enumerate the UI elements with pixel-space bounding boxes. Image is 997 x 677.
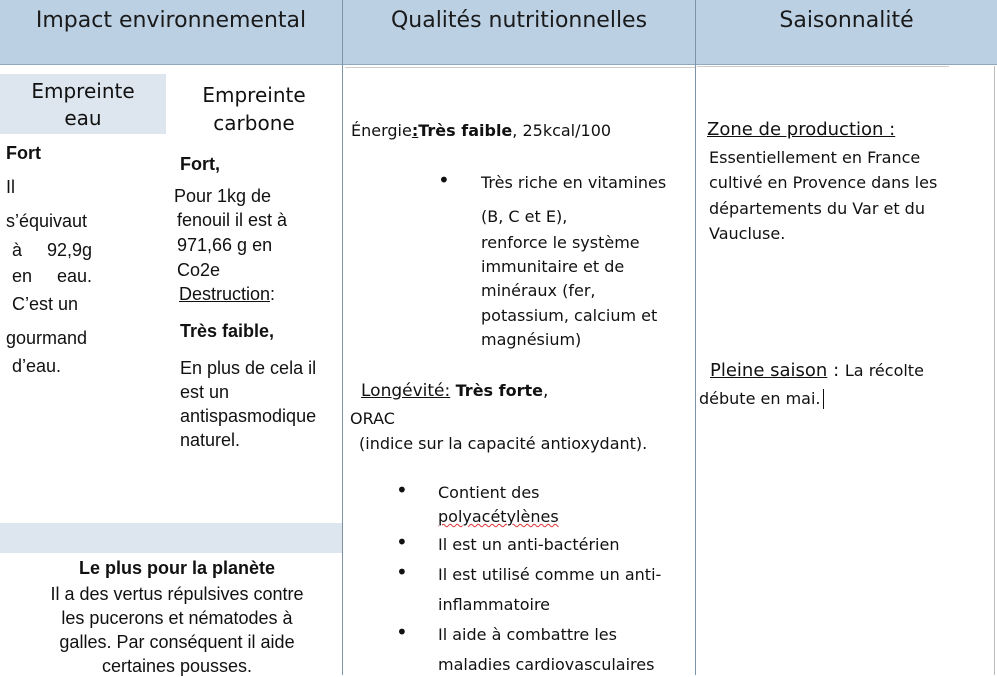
- antibacterien-line-1: Il est un anti-bactérien: [438, 535, 620, 554]
- eau-line-4: en eau.: [12, 266, 93, 286]
- eau-line-1: Il: [6, 177, 15, 197]
- cardiovasculaires-line-1: Il aide à combattre les: [438, 625, 617, 644]
- bullet-vitamines: •: [438, 168, 450, 192]
- planete-line-4: certaines pousses.: [101, 656, 253, 676]
- destruction-level: Très faible,: [180, 321, 275, 341]
- longevite-label: Longévité:: [361, 381, 451, 401]
- energie-kcal: , 25kcal/100: [512, 121, 612, 140]
- antiinflammatoire-line-1: Il est utilisé comme un anti-: [438, 565, 662, 584]
- pleine-line: [710, 360, 924, 381]
- header-nutrition-title: Qualités nutritionnelles: [390, 8, 648, 33]
- subheader-carbone: [166, 74, 342, 135]
- bullet-antiinflammatoire: •: [396, 560, 408, 584]
- energie-label: Énergie: [351, 121, 412, 140]
- subheader-carbone-line2: carbone: [213, 111, 295, 135]
- destruction-line-3: antispasmodique: [180, 406, 317, 426]
- header-saison-title: Saisonnalité: [779, 8, 914, 33]
- planete-band: [0, 523, 342, 553]
- subheader-carbone-line1: Empreinte: [202, 83, 306, 107]
- energie-value: Très faible: [418, 121, 513, 140]
- planete-line-2: les pucerons et nématodes à: [61, 608, 293, 628]
- carbone-level: Fort,: [180, 154, 220, 174]
- planete-line-1: Il a des vertus répulsives contre: [50, 584, 304, 604]
- planete-title: Le plus pour la planète: [78, 558, 276, 578]
- zone-label: Zone de production :: [707, 119, 896, 140]
- zone-line-4: Vaucluse.: [709, 224, 786, 243]
- pleine-colon: :: [833, 360, 840, 381]
- orac-desc: (indice sur la capacité antioxydant).: [359, 434, 648, 453]
- row-top-line: [345, 67, 695, 68]
- bullet-polyacetylenes: •: [396, 478, 408, 502]
- bullet-antibacterien: •: [396, 530, 408, 554]
- vitamines-line-4: minéraux (fer,: [481, 281, 596, 300]
- divider-right: [994, 66, 995, 675]
- vitamines-line-1: (B, C et E),: [481, 207, 568, 226]
- orac-label: ORAC: [350, 409, 395, 428]
- vitamines-line-6: magnésium): [481, 330, 582, 349]
- polyacetylenes-line-1: Contient des: [438, 483, 540, 502]
- divider-col-2: [695, 0, 696, 675]
- energie-line: [351, 121, 611, 140]
- eau-line-2: s’équivaut: [6, 211, 88, 231]
- longevite-comma: ,: [542, 381, 549, 401]
- header-nutrition: [343, 0, 695, 65]
- zone-line-3: départements du Var et du: [709, 199, 925, 218]
- header-impact-title: Impact environnemental: [35, 8, 307, 33]
- destruction-colon: :: [270, 284, 276, 304]
- cardiovasculaires-line-2: maladies cardiovasculaires: [438, 655, 655, 674]
- eau-level: Fort: [6, 143, 41, 163]
- header-saison: [696, 0, 997, 65]
- carbone-line-4: Co2e: [177, 260, 221, 280]
- vitamines-text: Très riche en vitamines: [481, 173, 667, 192]
- destruction-line-2: est un: [180, 382, 230, 402]
- vitamines-line-2: renforce le système: [481, 233, 640, 252]
- zone-line-1: Essentiellement en France: [709, 148, 921, 167]
- polyacetylenes-line-2: polyacétylènes: [438, 507, 559, 526]
- eau-line-5: C’est un: [12, 294, 79, 314]
- eau-line-3: à 92,9g: [12, 240, 93, 260]
- pleine-text-1: La récolte: [844, 361, 924, 380]
- vitamines-line-5: potassium, calcium et: [481, 306, 658, 325]
- subheader-eau: [0, 74, 166, 134]
- header-impact: [0, 0, 342, 65]
- destruction-line: [179, 284, 275, 305]
- zone-line-2: cultivé en Provence dans les: [709, 173, 938, 192]
- destruction-line-1: En plus de cela il: [180, 358, 317, 378]
- eau-line-7: d’eau.: [12, 356, 62, 376]
- vitamines-line-3: immunitaire et de: [481, 257, 625, 276]
- eau-line-6: gourmand: [6, 328, 88, 348]
- subheader-eau-line2: eau: [64, 106, 102, 130]
- antiinflammatoire-line-2: inflammatoire: [438, 595, 551, 614]
- text-cursor: [823, 389, 824, 409]
- bullet-cardiovasculaires: •: [396, 620, 408, 644]
- energie-colon: :: [411, 121, 419, 140]
- pleine-text-2: débute en mai.: [699, 389, 821, 408]
- destruction-label: Destruction: [179, 284, 271, 304]
- longevite-line: [361, 381, 548, 401]
- subheader-eau-line1: Empreinte: [31, 79, 135, 103]
- destruction-line-4: naturel.: [180, 430, 241, 450]
- carbone-line-1: Pour 1kg de: [174, 186, 272, 206]
- longevite-value: Très forte: [455, 381, 543, 400]
- carbone-line-3: 971,66 g en: [177, 235, 273, 255]
- pleine-label: Pleine saison: [710, 360, 828, 381]
- carbone-line-2: fenouil il est à: [177, 210, 288, 230]
- row-top-line-right: [697, 66, 949, 67]
- planete-line-3: galles. Par conséquent il aide: [59, 632, 295, 652]
